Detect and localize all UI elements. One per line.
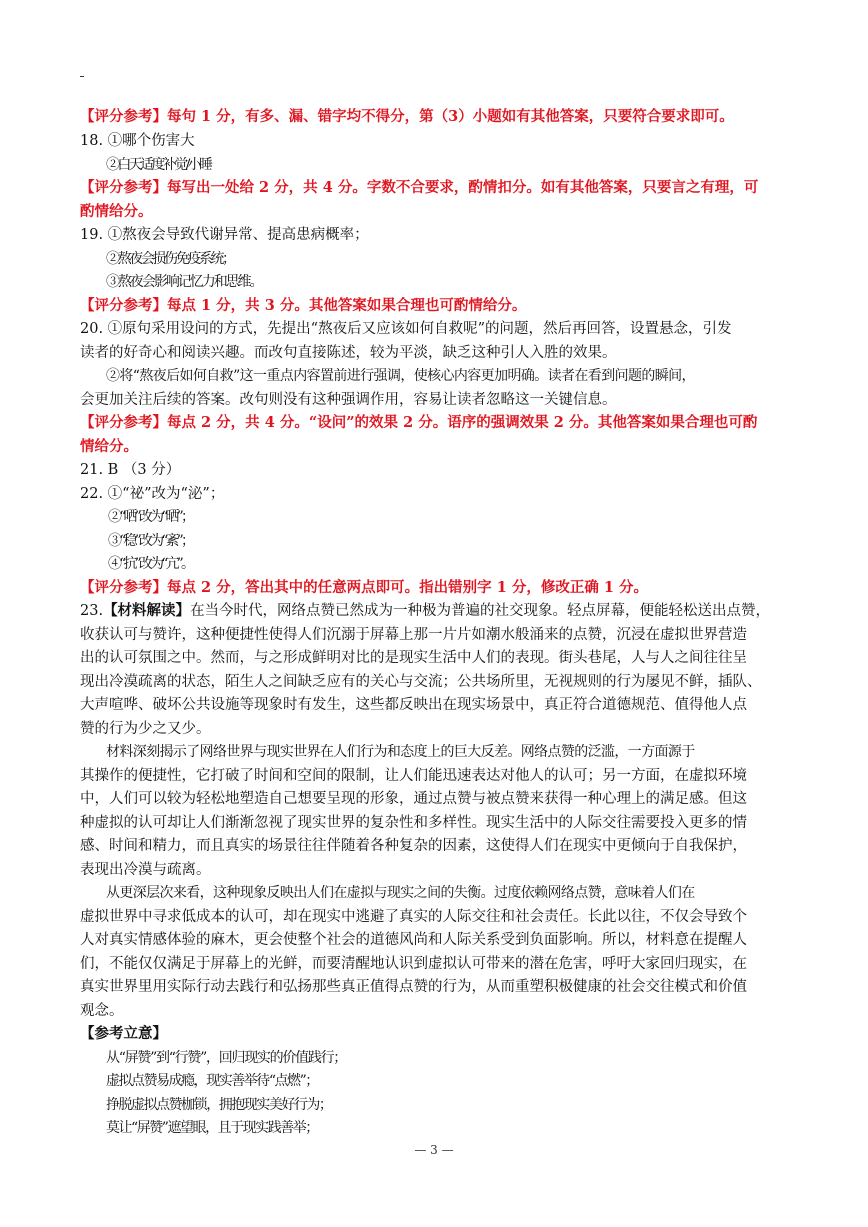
reference-theme-heading: 【参考立意】	[80, 1025, 167, 1042]
page-number: — 3 —	[414, 1143, 454, 1157]
q19-answer-1: 19. ①熬夜会导致代谢异常、提高患病概率；	[80, 227, 369, 243]
scoring-note-17: 【评分参考】每句 1 分，有多、漏、错字均不得分，第（3）小题如有其他答案，只要符合要求即可。	[80, 108, 734, 125]
q20-answer-1-line2: 读者的好奇心和阅读兴趣。而改句直接陈述，较为平淡，缺乏这种引人入胜的效果。	[80, 345, 617, 361]
q23-para2-line1: 材料深刻揭示了网络世界与现实世界在人们行为和态度上的巨大反差。网络点赞的泛滥，一方面源于	[106, 744, 695, 760]
q23-para2-line2: 其操作的便捷性，它打破了时间和空间的限制，让人们能迅速表达对他人的认可；另一方面，在虚拟环境	[80, 768, 747, 784]
scoring-note-19: 【评分参考】每点 1 分，共 3 分。其他答案如果合理也可酌情给分。	[80, 297, 527, 314]
q23-para2-line4: 种虚拟的认可却让人们渐渐忽视了现实世界的复杂性和多样性。现实生活中的人际交往需要投入更多的情	[80, 815, 747, 831]
q23-para3-line6: 观念。	[80, 1003, 124, 1019]
q18-answer-2: ②白天适度补觉/小睡	[106, 157, 211, 173]
q23-para2-line6: 表现出冷漠与疏离。	[80, 862, 211, 878]
q20-answer-2-line2: 会更加关注后续的答案。改句则没有这种强调作用，容易让读者忽略这一关键信息。	[80, 392, 617, 408]
q22-answer-1: 22. ①“祕”改为“泌”；	[80, 486, 225, 502]
scoring-note-18-line1: 【评分参考】每写出一处给 2 分，共 4 分。字数不合要求，酌情扣分。如有其他答案，只要言之有理，可	[80, 179, 759, 196]
reference-theme-2: 虚拟点赞易成瘾，现实善举待“点燃”；	[106, 1073, 318, 1089]
q23-material-line5: 大声喧哗、破坏公共设施等现象时有发生，这些都反映出在现实场景中，真正符合道德规范、值得他人点	[80, 697, 747, 713]
q23-material-line4: 现出冷漠疏离的状态，陌生人之间缺乏应有的关心与交流；公共场所里，无视规则的行为屡见不鲜，插队、	[80, 674, 762, 690]
q19-answer-3: ③熬夜会影响记忆力和思维。	[106, 274, 262, 290]
reference-theme-4: 莫让“屏赞”遮望眼，且于现实践善举；	[106, 1120, 318, 1136]
material-analysis-heading: 【材料解读】	[103, 602, 191, 619]
q23-para3-line5: 真实世界里用实际行动去践行和弘扬那些真正值得点赞的行为，从而重塑积极健康的社会交往模式和价值	[80, 979, 747, 995]
q22-answer-4: ④“抗”改为“亢”。	[108, 556, 193, 572]
q23-para3-line1: 从更深层次来看，这种现象反映出人们在虚拟与现实之间的失衡。过度依赖网络点赞，意味着人们在	[106, 885, 695, 901]
q23-material-line2: 收获认可与赞许，这种便捷性使得人们沉溺于屏幕上那一片片如潮水般涌来的点赞，沉浸在虚拟世界营造	[80, 627, 747, 643]
header-mark	[80, 76, 84, 77]
q19-answer-2: ②熬夜会损伤免疫系统；	[106, 251, 234, 267]
q20-answer-2-line1: ②将“熬夜后如何自救”这一重点内容置前进行强调，使核心内容更加明确。读者在看到问题的瞬间，	[106, 368, 695, 384]
reference-theme-3: 挣脱虚拟点赞枷锁，拥抱现实美好行为；	[106, 1097, 332, 1113]
q23-material-line1: 23.【材料解读】在当今时代，网络点赞已然成为一种极为普遍的社交现象。轻点屏幕，便能轻松送出点赞，	[80, 602, 771, 619]
q22-answer-3: ③“稳”改为“紊”；	[108, 533, 193, 549]
q23-para2-line5: 感、时间和精力，而且真实的场景往往伴随着各种复杂的因素，这使得人们在现实中更倾向于自我保护，	[80, 838, 747, 854]
q18-answer-1: 18. ①哪个伤害大	[80, 133, 195, 149]
q21-answer: 21. B （3 分）	[80, 462, 181, 478]
scoring-note-20-line2: 情给分。	[80, 438, 138, 455]
material-analysis-text: 在当今时代，网络点赞已然成为一种极为普遍的社交现象。轻点屏幕，便能轻松送出点赞，	[190, 603, 771, 619]
q23-para3-line3: 人对真实情感体验的麻木，更会使整个社会的道德风尚和人际关系受到负面影响。所以，材料意在提醒人	[80, 932, 747, 948]
scoring-note-18-line2: 酌情给分。	[80, 203, 153, 220]
q23-material-line3: 出的认可氛围之中。然而，与之形成鲜明对比的是现实生活中人们的表现。街头巷尾，人与人之间往往呈	[80, 650, 747, 666]
q20-answer-1-line1: 20. ①原句采用设问的方式，先提出“熬夜后又应该如何自救呢”的问题，然后再回答，设置悬念，引发	[80, 321, 732, 337]
q23-material-line6: 赞的行为少之又少。	[80, 721, 211, 737]
q23-para2-line3: 中，人们可以较为轻松地塑造自己想要呈现的形象，通过点赞与被点赞来获得一种心理上的满足感。但这	[80, 791, 747, 807]
reference-theme-1: 从“屏赞”到“行赞”，回归现实的价值践行；	[106, 1050, 347, 1066]
q23-para3-line4: 们，不能仅仅满足于屏幕上的光鲜，而要清醒地认识到虚拟认可带来的潜在危害，呼吁大家回归现实，在	[80, 956, 747, 972]
q22-answer-2: ②“哂”改为“晒”；	[108, 509, 193, 525]
q23-para3-line2: 虚拟世界中寻求低成本的认可，却在现实中逃避了真实的人际交往和社会责任。长此以往，不仅会导致个	[80, 909, 747, 925]
scoring-note-20-line1: 【评分参考】每点 2 分，共 4 分。“设问”的效果 2 分。语序的强调效果 2 分。其他答案如果合理也可酌	[80, 414, 758, 431]
scoring-note-22: 【评分参考】每点 2 分，答出其中的任意两点即可。指出错别字 1 分，修改正确 1 分。	[80, 579, 649, 596]
